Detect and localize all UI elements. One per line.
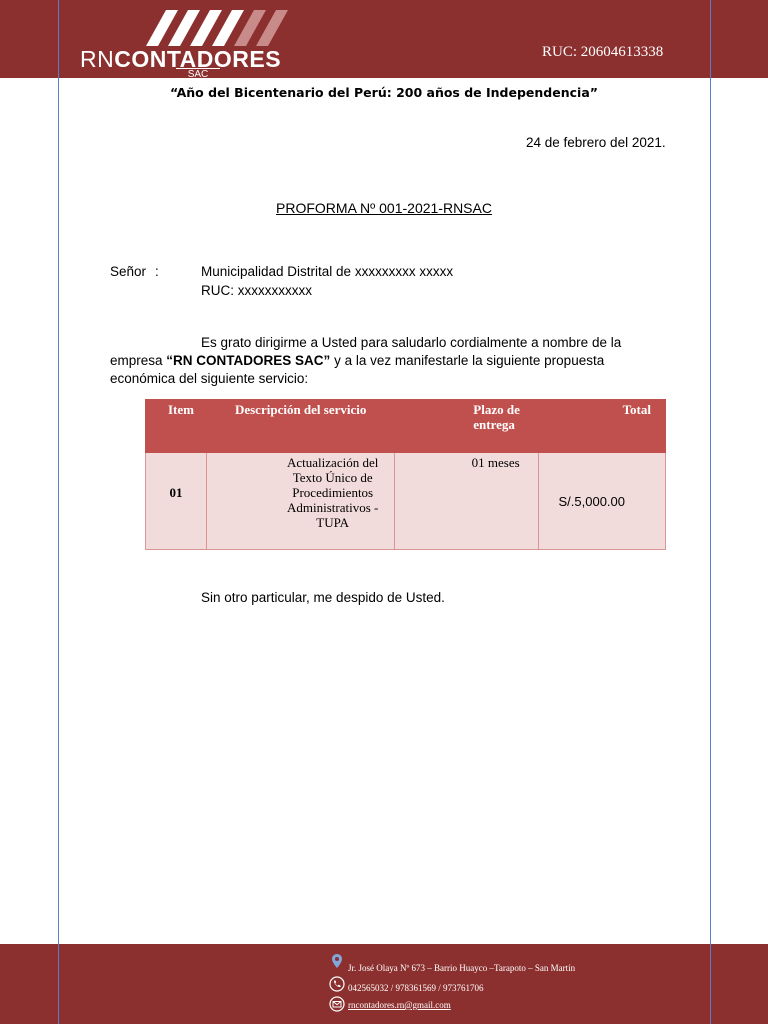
header-ruc: RUC: 20604613338 xyxy=(542,44,664,60)
row-total: S/.5,000.00 xyxy=(539,453,666,550)
header-term: Plazo de entrega xyxy=(395,400,539,453)
addressee-name: Municipalidad Distrital de xxxxxxxxx xxxxx xyxy=(201,264,454,279)
location-icon xyxy=(329,953,345,969)
motto: “Año del Bicentenario del Perú: 200 años de Independencia” xyxy=(170,85,598,100)
document-date: 24 de febrero del 2021. xyxy=(526,135,666,150)
row-description: Actualización del Texto Único de Procedimientos Administrativos - TUPA xyxy=(207,453,395,550)
company-logo xyxy=(80,8,320,80)
header-item: Item xyxy=(146,400,207,453)
addressee-label: Señor xyxy=(110,264,147,279)
brand-light: RN xyxy=(80,46,115,72)
table-row xyxy=(146,453,666,550)
footer-email[interactable]: rncontadores.rn@gmail.com xyxy=(348,1000,451,1010)
phone-icon xyxy=(329,976,345,992)
header-description: Descripción del servicio xyxy=(207,400,395,453)
addressee-ruc: RUC: xxxxxxxxxxx xyxy=(201,283,312,298)
body-paragraph xyxy=(110,334,660,388)
document-title: PROFORMA Nº 001-2021-RNSAC xyxy=(276,200,492,216)
table-header-row xyxy=(146,400,666,453)
body-line2: y a la vez manifestarle la siguiente propuesta económica del siguiente servicio: xyxy=(110,353,605,386)
footer-address: Jr. José Olaya Nº 673 – Barrio Huayco –Tarapoto – San Martín xyxy=(348,963,576,973)
brand-sub: SAC xyxy=(176,68,220,80)
page-right-edge xyxy=(710,0,711,1024)
addressee-colon: : xyxy=(155,264,159,279)
body-line1: Es grato dirigirme a Usted para saludarlo cordialmente a nombre de la empresa xyxy=(110,335,622,368)
body-company: “RN CONTADORES SAC” xyxy=(166,353,331,368)
email-icon xyxy=(329,996,345,1012)
logo-stripes xyxy=(144,10,294,46)
header-total: Total xyxy=(539,400,666,453)
closing-line: Sin otro particular, me despido de Usted. xyxy=(201,590,445,605)
footer-phones: 042565032 / 978361569 / 973761706 xyxy=(348,983,484,993)
brand-bold: CONTADORES xyxy=(114,46,282,72)
row-term: 01 meses xyxy=(395,453,539,550)
services-table xyxy=(145,399,666,550)
page-left-edge xyxy=(58,0,59,1024)
row-item: 01 xyxy=(146,453,207,550)
